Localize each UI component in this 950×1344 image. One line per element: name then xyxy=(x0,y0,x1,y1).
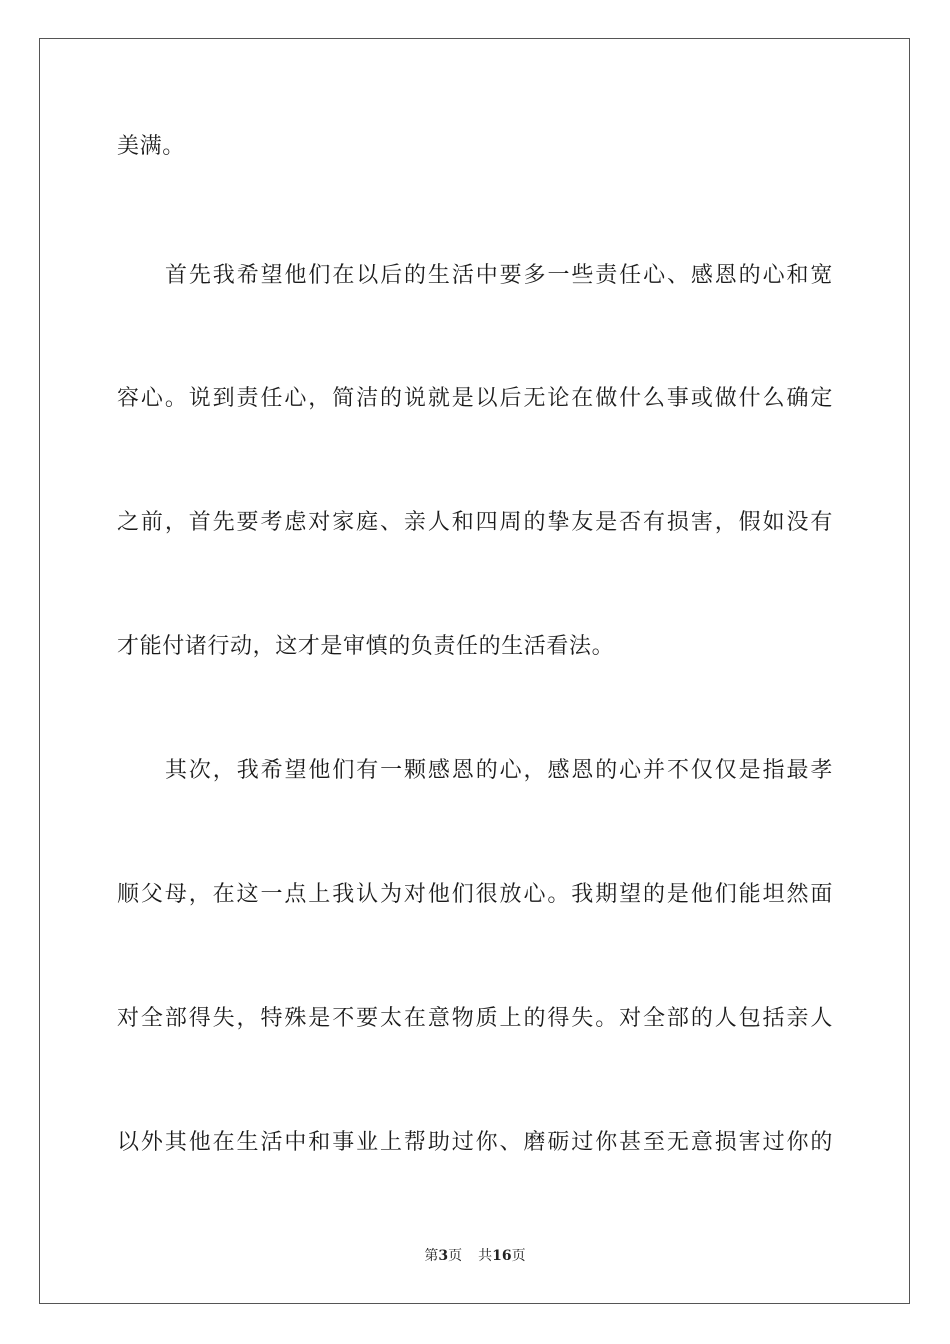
text-line-4: 之前，首先要考虑对家庭、亲人和四周的挚友是否有损害，假如没有 xyxy=(117,510,833,535)
total-suffix: 页 xyxy=(511,1248,526,1264)
page-frame xyxy=(39,38,910,1304)
page-footer xyxy=(0,1246,950,1266)
text-line-5: 才能付诸行动，这才是审慎的负责任的生活看法。 xyxy=(117,634,615,659)
text-line-6: 其次，我希望他们有一颗感恩的心，感恩的心并不仅仅是指最孝 xyxy=(165,758,833,783)
text-line-9: 以外其他在生活中和事业上帮助过你、磨砺过你甚至无意损害过你的 xyxy=(117,1130,833,1155)
page-number: 3 xyxy=(438,1248,449,1264)
text-line-3: 容心。说到责任心，简洁的说就是以后无论在做什么事或做什么确定 xyxy=(117,386,833,411)
page-prefix: 第 xyxy=(424,1248,439,1264)
text-line-8: 对全部得失，特殊是不要太在意物质上的得失。对全部的人包括亲人 xyxy=(117,1006,833,1031)
text-line-7: 顺父母，在这一点上我认为对他们很放心。我期望的是他们能坦然面 xyxy=(117,882,833,907)
text-line-1: 美满。 xyxy=(117,134,185,159)
total-pages: 16 xyxy=(492,1248,512,1264)
total-prefix: 共 xyxy=(478,1248,493,1264)
page-suffix: 页 xyxy=(448,1248,463,1264)
text-line-2: 首先我希望他们在以后的生活中要多一些责任心、感恩的心和宽 xyxy=(165,263,833,288)
